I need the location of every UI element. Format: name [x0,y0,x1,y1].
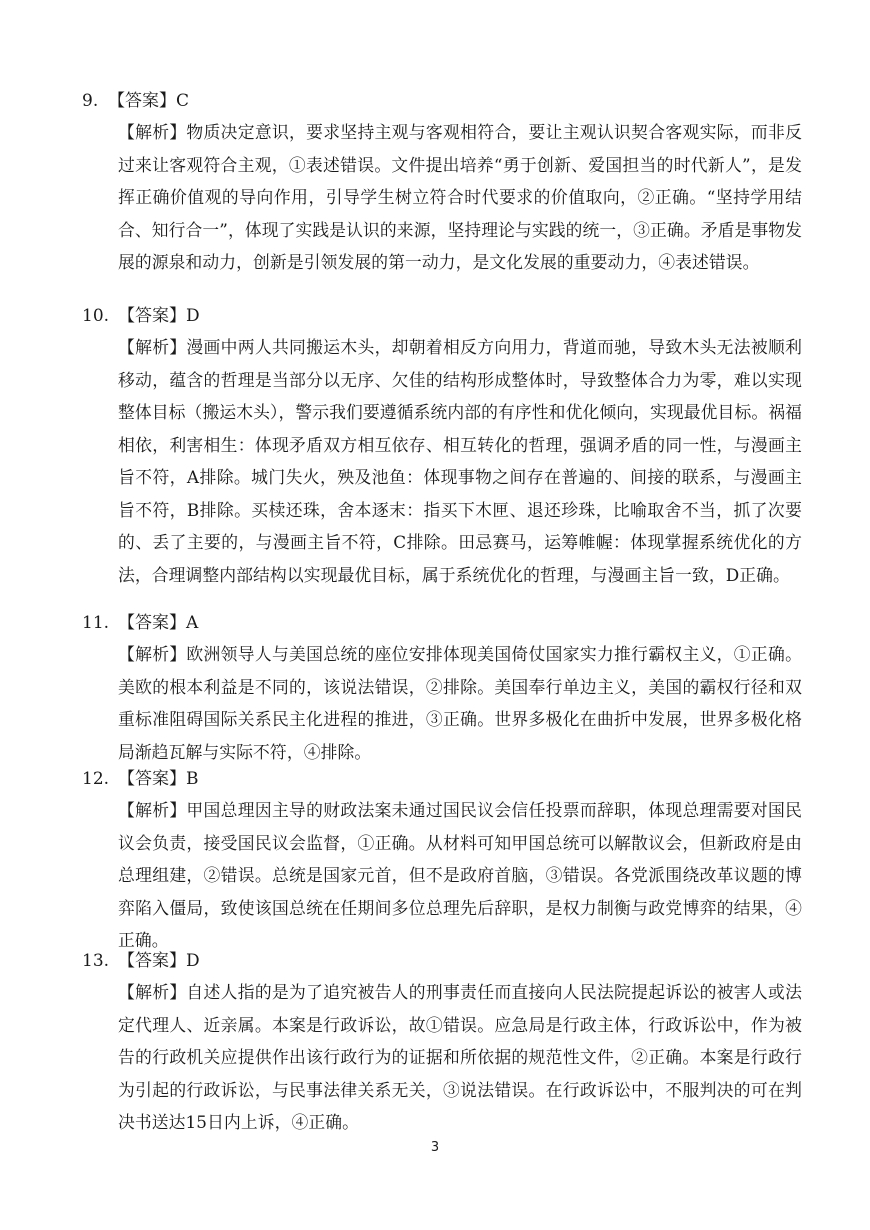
answer-label: 【答案】D [118,951,200,971]
explanation-text: 【解析】欧洲领导人与美国总统的座位安排体现美国倚仗国家实力推行霸权主义，①正确。美欧的根本利益是不同的，该说法错误，②排除。美国奉行单边主义，美国的霸权行径和双重标准阻碍国际关系民主化进程的推进，③正确。世界多极化在曲折中发展，世界多极化格局渐趋瓦解与实际不符，④排除。 [118,644,802,762]
answer-label: 【答案】B [118,769,199,789]
explanation-text: 【解析】物质决定意识，要求坚持主观与客观相符合，要让主观认识契合客观实际，而非反过来让客观符合主观，①表述错误。文件提出培养“勇于创新、爱国担当的时代新人”，是发挥正确价值观的导向作用，引导学生树立符合时代要求的价值取向，②正确。“坚持学用结合、知行合一”，体现了实践是认识的来源，坚持理论与实践的统一，③正确。矛盾是事物发展的源泉和动力，创新是引领发展的第一动力，是文化发展的重要动力，④表述错误。 [118,122,802,272]
question-number: 13. [82,951,110,971]
question-13 [82,950,802,1139]
question-number: 11. [82,613,110,633]
question-9 [82,90,802,279]
answer-line [82,90,802,116]
question-12 [82,768,802,957]
explanation-text: 【解析】自述人指的是为了追究被告人的刑事责任而直接向人民法院提起诉讼的被害人或法定代理人、近亲属。本案是行政诉讼，故①错误。应急局是行政主体，行政诉讼中，作为被告的行政机关应提供作出该行政行为的证据和所依据的规范性文件，②正确。本案是行政行为引起的行政诉讼，与民事法律关系无关，③说法错误。在行政诉讼中，不服判决的可在判决书送达15日内上诉，④正确。 [118,982,802,1132]
question-11 [82,612,802,768]
answer-line [82,612,802,638]
answer-line [82,950,802,976]
explanation-text: 【解析】甲国总理因主导的财政法案未通过国民议会信任投票而辞职，体现总理需要对国民议会负责，接受国民议会监督，①正确。从材料可知甲国总统可以解散议会，但新政府是由总理组建，②错误。总统是国家元首，但不是政府首脑，③错误。各党派围绕改革议题的博弈陷入僵局，致使该国总统在任期间多位总理先后辞职，是权力制衡与政党博弈的结果，④正确。 [118,800,802,950]
answer-label: 【答案】A [118,613,199,633]
page-number: 3 [430,1140,440,1155]
answer-line [82,305,802,331]
question-number: 10. [82,306,110,326]
question-10 [82,305,802,591]
answer-label: 【答案】D [118,306,200,326]
answer-line [82,768,802,794]
answer-label: 【答案】C [108,91,190,111]
question-number: 12. [82,769,110,789]
question-number: 9. [82,91,99,111]
explanation-text: 【解析】漫画中两人共同搬运木头，却朝着相反方向用力，背道而驰，导致木头无法被顺利移动，蕴含的哲理是当部分以无序、欠佳的结构形成整体时，导致整体合力为零，难以实现整体目标（搬运木头），警示我们要遵循系统内部的有序性和优化倾向，实现最优目标。祸福相依，利害相生：体现矛盾双方相互依存、相互转化的哲理，强调矛盾的同一性，与漫画主旨不符，A排除。城门失火，殃及池鱼：体现事物之间存在普遍的、间接的联系，与漫画主旨不符，B排除。买椟还珠，舍本逐末：指买下木匣、退还珍珠，比喻取舍不当，抓了次要的、丢了主要的，与漫画主旨不符，C排除。田忌赛马，运筹帷幄：体现掌握系统优化的方法，合理调整内部结构以实现最优目标，属于系统优化的哲理，与漫画主旨一致，D正确。 [118,337,802,585]
